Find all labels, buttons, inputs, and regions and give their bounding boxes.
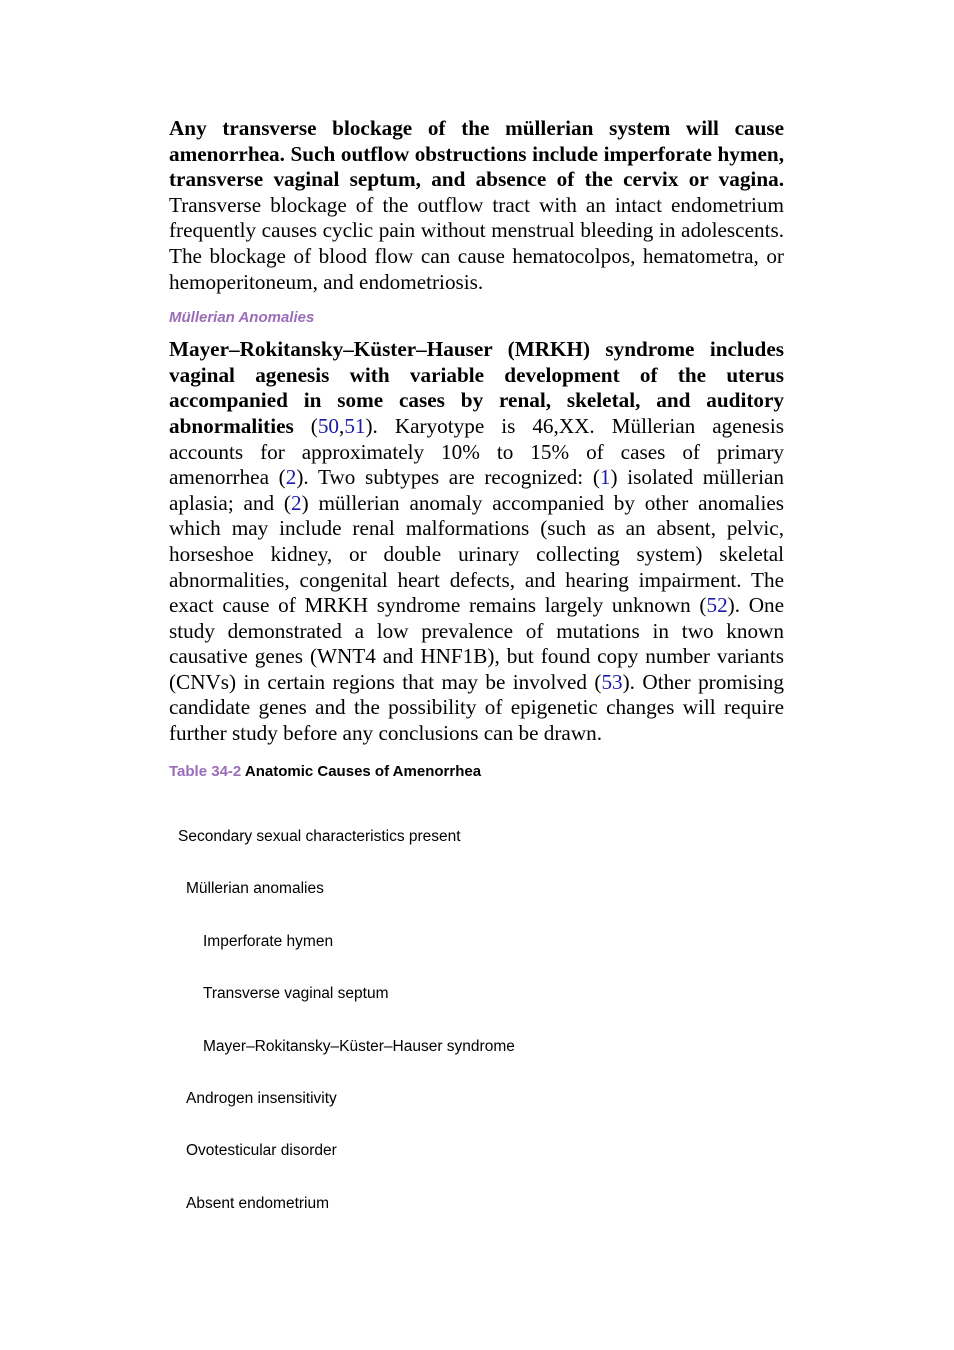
section-heading: Müllerian Anomalies (169, 309, 315, 327)
table-number: Table 34-2 (169, 762, 242, 780)
table-row: Secondary sexual characteristics present (178, 828, 461, 845)
text-segment: , (339, 413, 345, 438)
page-content (169, 116, 784, 781)
anatomic-causes-table (169, 826, 784, 1245)
reference-link-53[interactable]: 53 (601, 669, 623, 694)
table-row: Androgen insensitivity (186, 1089, 337, 1107)
table-title: Anatomic Causes of Amenorrhea (241, 762, 482, 780)
reference-link-51[interactable]: 51 (344, 413, 366, 438)
table-row: Transverse vaginal septum (203, 985, 389, 1003)
text-segment: ( (293, 413, 318, 438)
paragraph-mrkh (169, 337, 784, 747)
reference-link-52[interactable]: 52 (706, 593, 728, 618)
table-row: Mayer–Rokitansky–Küster–Hauser syndrome (203, 1037, 515, 1055)
table-row: Ovotesticular disorder (186, 1142, 337, 1160)
text-segment: ). Two subtypes are recognized: ( (296, 465, 600, 490)
reference-link-50[interactable]: 50 (317, 413, 340, 438)
table-caption (169, 763, 784, 781)
text-segment: ). Other promising candidate genes and the possibility of epigenetic changes will require further study before any conclusions can be drawn. (169, 669, 784, 746)
text-segment: ). One study demonstrated a low prevalence of mutations in two known causative genes (WNT4 and HNF1B), but found copy number variants (CNVs) in certain regions that may be involved ( (169, 593, 784, 694)
table-row: Absent endometrium (186, 1194, 330, 1212)
paragraph-outflow-obstruction (169, 116, 784, 295)
paragraph-body: Transverse blockage of the outflow tract with an intact endometrium frequently causes cyclic pain without menstrual bleeding in adolescents. The blockage of blood flow can cause hematocolpos, hematometra, or hemoperitoneum, and endometriosis. (169, 192, 784, 294)
text-segment: ). Karyotype is 46,XX. Müllerian agenesis accounts for approximately 10% to 15% of cases of primary amenorrhea ( (169, 413, 785, 490)
table-row: Müllerian anomalies (186, 880, 324, 898)
text-segment: ) müllerian anomaly accompanied by other anomalies which may include renal malformations (such as an absent, pelvic, horseshoe kidney, or double urinary collecting system) skeletal abnormalities, congenital heart defects, and hearing impairment. The exact cause of MRKH syndrome remains largely unknown ( (169, 490, 785, 618)
table-row: Imperforate hymen (203, 932, 334, 950)
reference-link-2[interactable]: 2 (290, 490, 302, 515)
reference-link-1[interactable]: 1 (599, 465, 611, 490)
text-segment: ) isolated müllerian aplasia; and ( (169, 465, 784, 515)
paragraph-lead-bold: Any transverse blockage of the müllerian system will cause amenorrhea. Such outflow obstructions include imperforate hymen, transverse vaginal septum, and absence of the cervix or vagina. (169, 116, 784, 192)
paragraph-lead-bold: Mayer–Rokitansky–Küster–Hauser (MRKH) syndrome includes vaginal agenesis with variable development of the uterus accompanied in some cases by renal, skeletal, and auditory abnormalities (169, 337, 784, 438)
reference-link-2[interactable]: 2 (285, 465, 297, 490)
